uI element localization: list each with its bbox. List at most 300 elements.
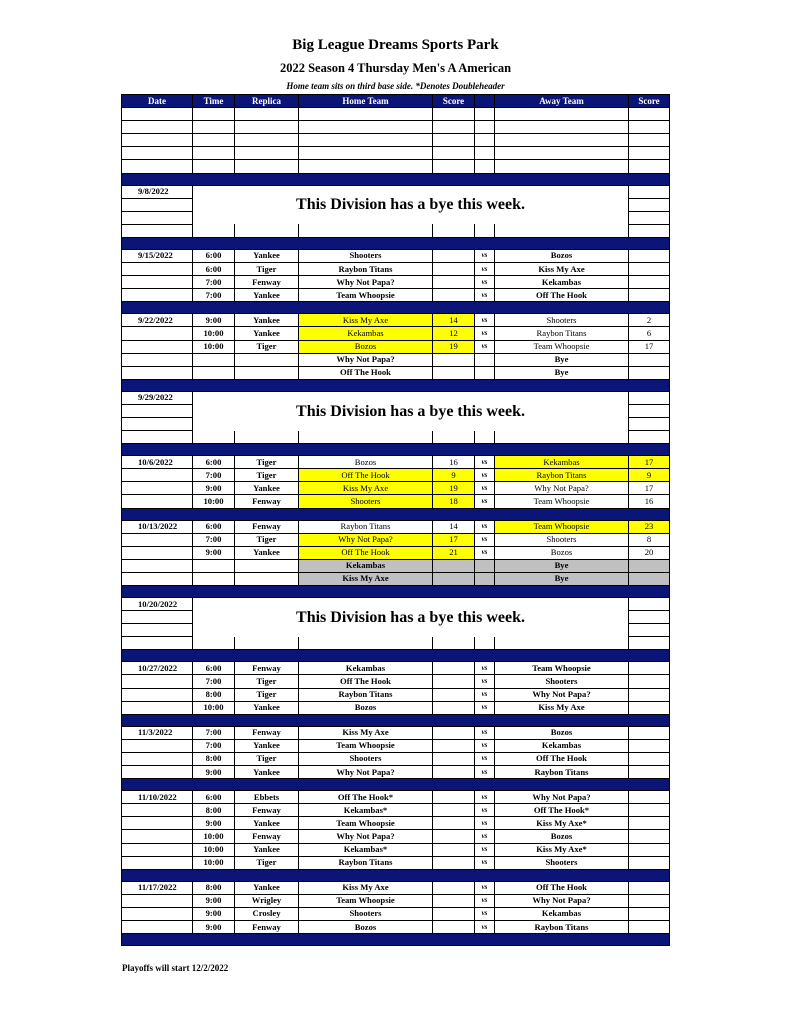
field-replica: Tiger xyxy=(235,263,299,276)
away-team: Kekambas xyxy=(495,276,629,289)
col-header-time: Time xyxy=(193,95,235,108)
game-time: 10:00 xyxy=(193,843,235,856)
home-team: Kiss My Axe xyxy=(299,482,433,495)
game-time: 6:00 xyxy=(193,263,235,276)
vs-label: vs xyxy=(475,249,495,262)
field-replica: Tiger xyxy=(235,533,299,546)
game-row xyxy=(122,856,670,869)
away-score xyxy=(629,920,670,933)
home-score: 21 xyxy=(433,546,475,559)
field-replica: Tiger xyxy=(235,469,299,482)
game-time: 6:00 xyxy=(193,520,235,533)
empty-cell xyxy=(122,224,193,237)
vs-label: vs xyxy=(475,843,495,856)
game-row xyxy=(122,752,670,765)
vs-label: vs xyxy=(475,726,495,739)
week-date: 9/29/2022 xyxy=(122,391,193,404)
game-time: 8:00 xyxy=(193,881,235,894)
field-replica: Tiger xyxy=(235,340,299,353)
vs-label: vs xyxy=(475,314,495,327)
vs-label: vs xyxy=(475,856,495,869)
field-replica: Yankee xyxy=(235,314,299,327)
separator-cell xyxy=(122,650,670,662)
vs-label: vs xyxy=(475,546,495,559)
empty-cell xyxy=(433,637,475,650)
empty-cell xyxy=(629,431,670,444)
field-replica: Fenway xyxy=(235,276,299,289)
week-date xyxy=(122,533,193,546)
page-title: Big League Dreams Sports Park xyxy=(292,37,499,53)
bye-message: This Division has a bye this week. xyxy=(193,391,629,430)
home-team: Kekambas xyxy=(299,559,433,572)
home-team: Bozos xyxy=(299,701,433,714)
away-score: 17 xyxy=(629,456,670,469)
game-time: 7:00 xyxy=(193,276,235,289)
game-row xyxy=(122,546,670,559)
separator-cell xyxy=(122,302,670,314)
home-score: 16 xyxy=(433,456,475,469)
away-team: Bozos xyxy=(495,546,629,559)
empty-cell xyxy=(193,431,235,444)
home-team: Kekambas* xyxy=(299,804,433,817)
empty-cell xyxy=(122,637,193,650)
vs-label xyxy=(475,572,495,585)
vs-label: vs xyxy=(475,701,495,714)
home-score xyxy=(433,353,475,366)
away-score xyxy=(629,662,670,675)
empty-cell xyxy=(629,611,670,624)
away-team: Shooters xyxy=(495,314,629,327)
field-replica: Fenway xyxy=(235,804,299,817)
away-team: Kiss My Axe* xyxy=(495,843,629,856)
field-replica: Fenway xyxy=(235,726,299,739)
week-date: 11/10/2022 xyxy=(122,791,193,804)
home-score xyxy=(433,701,475,714)
field-replica: Yankee xyxy=(235,843,299,856)
empty-cell xyxy=(193,224,235,237)
vs-label xyxy=(475,366,495,379)
week-date xyxy=(122,920,193,933)
home-score xyxy=(433,276,475,289)
vs-label: vs xyxy=(475,739,495,752)
game-time: 10:00 xyxy=(193,495,235,508)
blank-row xyxy=(122,134,670,147)
vs-label: vs xyxy=(475,495,495,508)
game-row xyxy=(122,843,670,856)
home-score xyxy=(433,894,475,907)
home-score xyxy=(433,920,475,933)
game-time: 9:00 xyxy=(193,907,235,920)
week-date xyxy=(122,482,193,495)
game-time: 7:00 xyxy=(193,675,235,688)
home-team: Shooters xyxy=(299,907,433,920)
game-row xyxy=(122,314,670,327)
game-row xyxy=(122,766,670,779)
home-score xyxy=(433,675,475,688)
week-date xyxy=(122,495,193,508)
away-score xyxy=(629,276,670,289)
empty-cell xyxy=(122,404,193,417)
empty-cell xyxy=(433,431,475,444)
week-separator xyxy=(122,444,670,456)
col-header-home-score: Score xyxy=(433,95,475,108)
away-score xyxy=(629,907,670,920)
week-date xyxy=(122,572,193,585)
game-row xyxy=(122,791,670,804)
field-replica: Yankee xyxy=(235,482,299,495)
home-score: 12 xyxy=(433,327,475,340)
home-team: Kekambas xyxy=(299,327,433,340)
home-score xyxy=(433,726,475,739)
vs-label: vs xyxy=(475,276,495,289)
game-time: 8:00 xyxy=(193,804,235,817)
away-team: Bye xyxy=(495,559,629,572)
vs-label: vs xyxy=(475,817,495,830)
bye-row xyxy=(122,637,670,650)
away-team: Kekambas xyxy=(495,456,629,469)
home-team: Team Whoopsie xyxy=(299,894,433,907)
field-replica xyxy=(235,366,299,379)
away-team: Why Not Papa? xyxy=(495,688,629,701)
field-replica: Fenway xyxy=(235,920,299,933)
home-team: Off The Hook xyxy=(299,469,433,482)
away-score: 6 xyxy=(629,327,670,340)
away-score: 9 xyxy=(629,469,670,482)
empty-cell xyxy=(475,431,495,444)
away-team: Off The Hook* xyxy=(495,804,629,817)
home-score: 18 xyxy=(433,495,475,508)
field-replica: Tiger xyxy=(235,856,299,869)
home-score: 9 xyxy=(433,469,475,482)
game-row xyxy=(122,249,670,262)
empty-cell xyxy=(495,224,629,237)
game-row xyxy=(122,366,670,379)
field-replica: Crosley xyxy=(235,907,299,920)
field-replica: Yankee xyxy=(235,817,299,830)
week-date xyxy=(122,675,193,688)
game-row xyxy=(122,804,670,817)
bye-row xyxy=(122,391,670,404)
week-date xyxy=(122,701,193,714)
empty-cell xyxy=(495,431,629,444)
home-team: Team Whoopsie xyxy=(299,739,433,752)
blank-row xyxy=(122,121,670,134)
empty-cell xyxy=(122,611,193,624)
bye-message: This Division has a bye this week. xyxy=(193,185,629,224)
week-date xyxy=(122,340,193,353)
game-time: 9:00 xyxy=(193,314,235,327)
home-team: Raybon Titans xyxy=(299,856,433,869)
blank-row xyxy=(122,108,670,121)
game-time: 9:00 xyxy=(193,482,235,495)
separator-cell xyxy=(122,714,670,726)
game-time: 10:00 xyxy=(193,856,235,869)
away-team: Raybon Titans xyxy=(495,469,629,482)
field-replica: Tiger xyxy=(235,688,299,701)
week-date xyxy=(122,830,193,843)
home-team: Kekambas* xyxy=(299,843,433,856)
away-team: Why Not Papa? xyxy=(495,791,629,804)
game-time: 6:00 xyxy=(193,791,235,804)
bye-row xyxy=(122,598,670,611)
empty-cell xyxy=(629,417,670,430)
empty-cell xyxy=(299,637,433,650)
empty-cell xyxy=(629,185,670,198)
home-team: Bozos xyxy=(299,456,433,469)
week-separator xyxy=(122,302,670,314)
field-replica: Fenway xyxy=(235,520,299,533)
home-team: Raybon Titans xyxy=(299,688,433,701)
vs-label: vs xyxy=(475,920,495,933)
week-date: 10/20/2022 xyxy=(122,598,193,611)
game-row xyxy=(122,688,670,701)
separator-cell xyxy=(122,173,670,185)
home-score xyxy=(433,572,475,585)
empty-cell xyxy=(629,198,670,211)
away-score xyxy=(629,856,670,869)
separator-cell xyxy=(122,869,670,881)
separator-cell xyxy=(122,508,670,520)
field-replica: Yankee xyxy=(235,327,299,340)
game-time: 7:00 xyxy=(193,533,235,546)
week-date xyxy=(122,366,193,379)
game-row xyxy=(122,907,670,920)
home-team: Kiss My Axe xyxy=(299,726,433,739)
empty-cell xyxy=(629,391,670,404)
game-time: 6:00 xyxy=(193,456,235,469)
empty-cell xyxy=(495,637,629,650)
vs-label: vs xyxy=(475,894,495,907)
vs-label: vs xyxy=(475,881,495,894)
away-score xyxy=(629,894,670,907)
vs-label: vs xyxy=(475,662,495,675)
away-team: Kiss My Axe xyxy=(495,263,629,276)
vs-label: vs xyxy=(475,791,495,804)
vs-label: vs xyxy=(475,289,495,302)
field-replica: Yankee xyxy=(235,249,299,262)
home-score xyxy=(433,263,475,276)
header-row xyxy=(122,95,670,108)
col-header-date: Date xyxy=(122,95,193,108)
home-team: Kekambas xyxy=(299,662,433,675)
vs-label: vs xyxy=(475,482,495,495)
game-time: 9:00 xyxy=(193,894,235,907)
away-score xyxy=(629,572,670,585)
vs-label xyxy=(475,353,495,366)
empty-cell xyxy=(235,431,299,444)
field-replica xyxy=(235,353,299,366)
game-time: 7:00 xyxy=(193,289,235,302)
home-team: Raybon Titans xyxy=(299,263,433,276)
game-time xyxy=(193,366,235,379)
vs-label: vs xyxy=(475,263,495,276)
away-team: Bye xyxy=(495,353,629,366)
week-separator xyxy=(122,237,670,249)
home-team: Shooters xyxy=(299,249,433,262)
away-score xyxy=(629,817,670,830)
home-team: Why Not Papa? xyxy=(299,276,433,289)
separator-cell xyxy=(122,237,670,249)
game-time: 9:00 xyxy=(193,817,235,830)
home-score xyxy=(433,249,475,262)
field-replica: Fenway xyxy=(235,830,299,843)
game-row xyxy=(122,894,670,907)
home-team: Kiss My Axe xyxy=(299,572,433,585)
game-row xyxy=(122,701,670,714)
vs-label: vs xyxy=(475,675,495,688)
home-team: Shooters xyxy=(299,752,433,765)
away-score xyxy=(629,752,670,765)
separator-cell xyxy=(122,934,670,946)
away-score xyxy=(629,675,670,688)
home-team: Kiss My Axe xyxy=(299,881,433,894)
field-replica xyxy=(235,572,299,585)
home-score: 14 xyxy=(433,520,475,533)
home-score xyxy=(433,559,475,572)
week-date: 9/8/2022 xyxy=(122,185,193,198)
game-time: 7:00 xyxy=(193,726,235,739)
field-replica: Ebbets xyxy=(235,791,299,804)
empty-cell xyxy=(122,624,193,637)
vs-label xyxy=(475,559,495,572)
field-replica: Tiger xyxy=(235,675,299,688)
away-team: Bozos xyxy=(495,830,629,843)
home-team: Why Not Papa? xyxy=(299,830,433,843)
away-score xyxy=(629,804,670,817)
home-team: Team Whoopsie xyxy=(299,289,433,302)
home-score xyxy=(433,817,475,830)
game-time: 6:00 xyxy=(193,249,235,262)
vs-label: vs xyxy=(475,456,495,469)
game-row xyxy=(122,482,670,495)
game-time: 10:00 xyxy=(193,340,235,353)
bye-row xyxy=(122,185,670,198)
week-date xyxy=(122,289,193,302)
away-team: Team Whoopsie xyxy=(495,340,629,353)
away-score xyxy=(629,830,670,843)
away-score xyxy=(629,688,670,701)
empty-cell xyxy=(193,637,235,650)
game-time: 8:00 xyxy=(193,752,235,765)
col-header-vs xyxy=(475,95,495,108)
empty-cell xyxy=(299,431,433,444)
home-score: 19 xyxy=(433,482,475,495)
week-separator xyxy=(122,650,670,662)
empty-cell xyxy=(629,211,670,224)
away-team: Raybon Titans xyxy=(495,766,629,779)
empty-cell xyxy=(433,224,475,237)
game-row xyxy=(122,340,670,353)
week-date xyxy=(122,843,193,856)
home-score xyxy=(433,739,475,752)
page-subtitle: 2022 Season 4 Thursday Men's A American xyxy=(279,61,512,75)
game-time xyxy=(193,353,235,366)
home-score: 19 xyxy=(433,340,475,353)
away-score xyxy=(629,843,670,856)
away-score: 16 xyxy=(629,495,670,508)
week-date: 10/27/2022 xyxy=(122,662,193,675)
vs-label: vs xyxy=(475,907,495,920)
bye-message: This Division has a bye this week. xyxy=(193,598,629,637)
away-score xyxy=(629,791,670,804)
game-row xyxy=(122,662,670,675)
bye-team-row xyxy=(122,559,670,572)
away-team: Bozos xyxy=(495,249,629,262)
field-replica: Yankee xyxy=(235,701,299,714)
field-replica: Yankee xyxy=(235,546,299,559)
game-time: 8:00 xyxy=(193,688,235,701)
home-score xyxy=(433,881,475,894)
week-separator xyxy=(122,173,670,185)
empty-cell xyxy=(235,224,299,237)
week-date: 9/15/2022 xyxy=(122,249,193,262)
week-date xyxy=(122,804,193,817)
home-score xyxy=(433,791,475,804)
away-team: Team Whoopsie xyxy=(495,520,629,533)
week-separator xyxy=(122,934,670,946)
away-score xyxy=(629,366,670,379)
game-time: 9:00 xyxy=(193,920,235,933)
away-score xyxy=(629,559,670,572)
week-separator xyxy=(122,379,670,391)
game-row xyxy=(122,353,670,366)
away-team: Shooters xyxy=(495,856,629,869)
away-team: Shooters xyxy=(495,533,629,546)
week-date: 10/13/2022 xyxy=(122,520,193,533)
home-team: Bozos xyxy=(299,920,433,933)
home-score xyxy=(433,752,475,765)
week-date xyxy=(122,559,193,572)
bye-row xyxy=(122,224,670,237)
week-separator xyxy=(122,714,670,726)
separator-cell xyxy=(122,779,670,791)
away-team: Raybon Titans xyxy=(495,920,629,933)
game-time: 10:00 xyxy=(193,327,235,340)
game-row xyxy=(122,739,670,752)
week-separator xyxy=(122,508,670,520)
away-team: Bye xyxy=(495,366,629,379)
vs-label: vs xyxy=(475,752,495,765)
home-score: 14 xyxy=(433,314,475,327)
empty-cell xyxy=(475,224,495,237)
field-replica: Tiger xyxy=(235,752,299,765)
home-team: Off The Hook xyxy=(299,546,433,559)
game-time: 7:00 xyxy=(193,469,235,482)
away-team: Kekambas xyxy=(495,907,629,920)
home-team: Kiss My Axe xyxy=(299,314,433,327)
week-date: 11/3/2022 xyxy=(122,726,193,739)
away-team: Why Not Papa? xyxy=(495,482,629,495)
field-replica: Wrigley xyxy=(235,894,299,907)
week-separator xyxy=(122,869,670,881)
away-team: Why Not Papa? xyxy=(495,894,629,907)
home-team: Bozos xyxy=(299,340,433,353)
separator-cell xyxy=(122,379,670,391)
home-score xyxy=(433,830,475,843)
game-row xyxy=(122,533,670,546)
bye-team-row xyxy=(122,572,670,585)
home-score xyxy=(433,804,475,817)
col-header-away-score: Score xyxy=(629,95,670,108)
away-score: 8 xyxy=(629,533,670,546)
week-date xyxy=(122,856,193,869)
home-team: Why Not Papa? xyxy=(299,766,433,779)
vs-label: vs xyxy=(475,340,495,353)
week-date: 11/17/2022 xyxy=(122,881,193,894)
game-row xyxy=(122,263,670,276)
game-row xyxy=(122,675,670,688)
away-team: Bye xyxy=(495,572,629,585)
